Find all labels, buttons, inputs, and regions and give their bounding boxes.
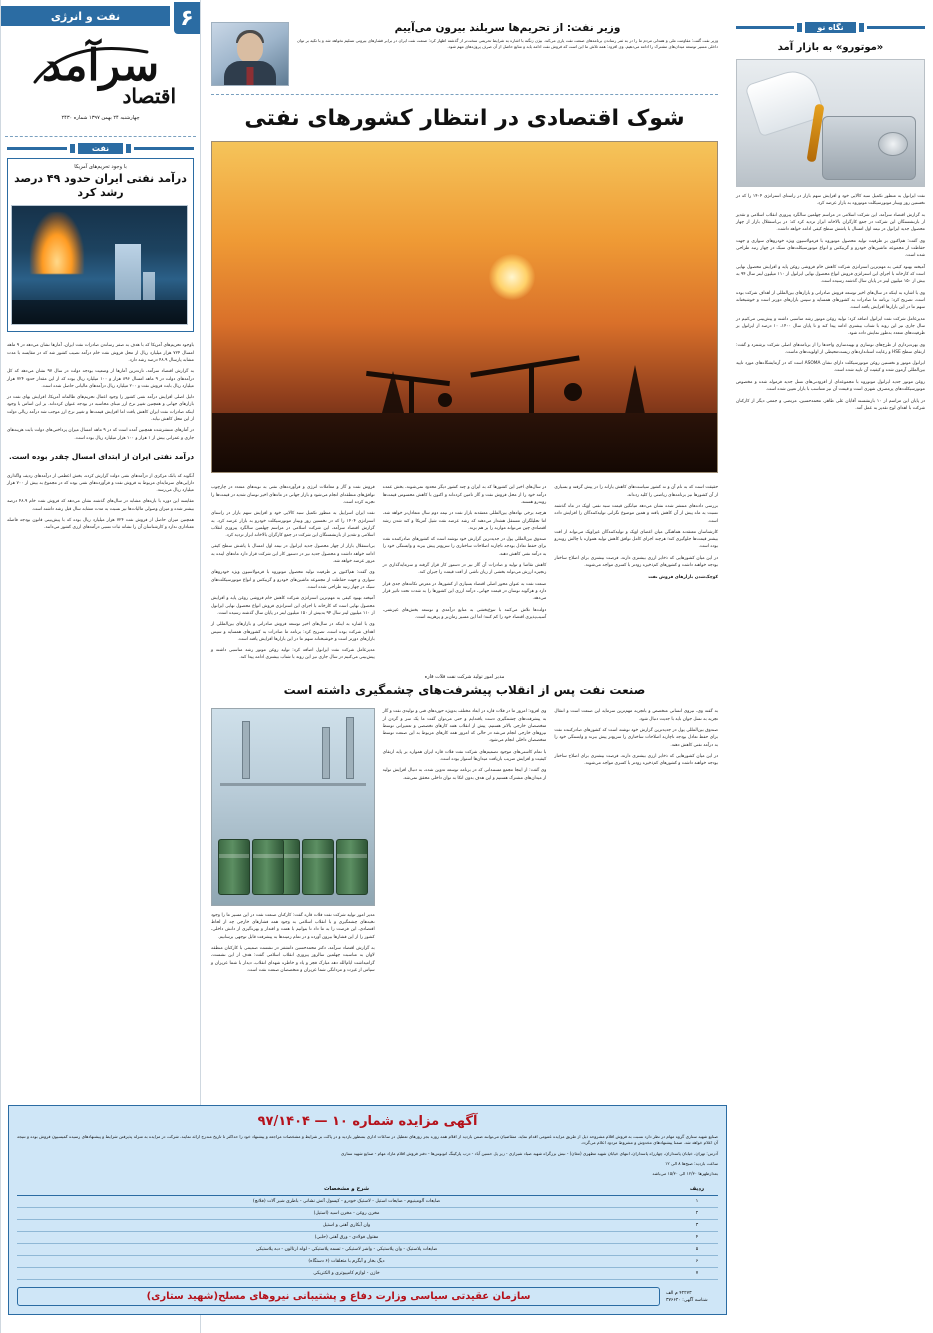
paragraph: بررسی داده‌های منتشر شده نشان می‌دهد میانگین قیمت سبد نفتی اوپک در ماه گذشته نسبت به ماه پیش از آن کاهش یافته و همین موضوع نگرانی تولیدکنندگان را افزایش داده است. — [554, 504, 719, 524]
flare-glow — [30, 212, 84, 274]
table-row — [17, 1268, 718, 1280]
cell-row-number: ۷ — [676, 1268, 718, 1280]
paragraph: مدیرعامل شرکت نفت ایرانول اضافه کرد: تولید روغن موتور رشد مناسبی داشته و پیش‌بینی می‌کنیم در سال جاری نیز این روند با شتاب بیشتری ادامه پیدا کند. — [211, 648, 375, 661]
second-story-columns — [211, 704, 718, 978]
paragraph: وی بهره‌برداری از طرح‌های نوسازی و بهینه‌سازی واحدها را از برنامه‌های اصلی شرکت برشمرد و گفت: ارتقای سطح HSE و رعایت استانداردهای زیست‌محیطی از اولویت‌های ماست. — [736, 342, 925, 355]
rail-paragraph: مقایسه این دوره با بازه‌های مشابه در سال‌های گذشته نشان می‌دهد که فروش نفت خام ۴۸.۹ درصد بیشتر شده و میزان وصولی مالیات‌ها نیز نسبت به مدت مشابه سال قبل رشد داشته است. — [7, 499, 194, 512]
paragraph: کاهش تقاضا و تولید و صادرات آن گاز نیز در دستور کار قرار گرفته و سرمایه‌گذاری در زنجیره ارزش می‌تواند بخشی از زیان ناشی از افت قیمت را جبران کند. — [382, 563, 547, 576]
second-story-byline: مدیر امور تولید شرکت نفت فلات قاره — [424, 674, 505, 681]
storage-tank — [218, 839, 250, 895]
issue-date-line: چهارشنبه ۲۴ بهمن ۱۳۹۷ شماره ۲۴۳۰ — [61, 115, 140, 121]
rail-paragraph: باوجود تحریم‌های آمریکا که با هدف به صفر رساندن صادرات نفت ایران، آمارها نشان می‌دهد در ۹ ماهه امسال ۷۲۴ هزار میلیارد ریال از محل فروش نفت خام درآمد نصیب کشور شد که در مقایسه با مدت مشابه پارسال ۴۸.۹ درصد رشد دارد. — [7, 343, 194, 363]
left-nub-b — [859, 23, 864, 32]
cell-description: ضایعات پلاستیک - وان پلاستیکی - واشر لاستیکی - تسمه پلاستیکی - لوله ارتالون - دبه پلاستیکی — [17, 1244, 676, 1256]
main-article-columns — [211, 480, 718, 666]
second-column-2 — [383, 704, 547, 978]
left-article-body — [736, 193, 925, 412]
gas-flare-photo — [11, 205, 188, 325]
paragraph: روغن موتور جدید ایرانول موتوروه با مجموعه‌ای از افزودنی‌های نسل جدید فرموله شده و مخصوص موتورسیکلت‌های پرمصرف شهری است و قیمت آن نیز متناسب با بازار تعیین شده است. — [736, 380, 925, 393]
table-row — [17, 1244, 718, 1256]
refinery-stack — [322, 727, 330, 779]
rail-paragraph: همچنین میزان حاصل از فروش نفت ۷۲۴ هزار میلیارد ریال بوده که با پیش‌بینی قانون بودجه فاصله معناداری ندارد و کارشناسان آن را نشانه ثبات نسبی درآمدهای ارزی کشور می‌دانند. — [7, 518, 194, 531]
derrick-silhouette — [624, 365, 646, 419]
cell-description: مخزن روغن - مخزن اسید (استیل) — [17, 1208, 676, 1220]
second-column-3 — [554, 704, 718, 978]
paragraph: دولت‌ها تلاش می‌کنند با تنوع‌بخشی به منابع درآمدی و توسعه بخش‌های غیرنفتی، آسیب‌پذیری اقتصاد خود را کم کنند؛ اما این مسیر زمان‌بر و پرهزینه است. — [382, 607, 547, 621]
masthead — [1, 34, 200, 132]
refinery-storage-tanks-photo — [211, 708, 375, 906]
ad-intro-text: صنایع شهید ستاری گروه مهام در نظر دارد نسبت به فروش اقلام مشروحه ذیل از طریق مزایده عمومی اقدام نماید. متقاضیان می‌توانند ضمن بازدید از اقلام همه روزه بجز روزهای تعطیل در ساعات اداری بمنظور بازدید و در پاکت بر شرایط و مشخصات مراجعه و پیشنهاد خود را حداکثر تا تاریخ مندرج ارائه نمایند. شرکت در مزایده به منزله پذیرفتن شرایط و پیشنهادهای رسیده کمیسیون فروش بوده و نتیجه آن اعلام خواهد شد. ضمنا پیشنهادهای مخدوش و مشروط مردود اعلام می‌گردد. — [17, 1133, 718, 1146]
rail-nub-left — [126, 144, 131, 153]
paragraph: وی گفت: از اینجا مجمع مستنداتی که در برنامه توسعه تدوین شده، به دنبال افزایش تولید از میدان‌های مشترک هستیم و این هدف بدون اتکا به توان داخلی محقق نمی‌شد. — [382, 768, 547, 781]
oil-minister-portrait — [211, 22, 289, 86]
ad-hours-line-1: ساعت بازدید: صبح‌ها ۸ الی ۱۲ — [665, 1161, 718, 1166]
paragraph: نفت ایران اسراییل به منظور تکمیل سبد کالایی خود و افزایش سهم بازار در راستای استراتژی ۱۴۰۴ را که در نخستین روز وبینار موتورسیکلت خودرو به بازار عرضه کرد. به گزارش اقتصاد سرآمد، این شرکت اسلامی در مراسم چهلمین سالگرد پیروزی انقلاب اسلامی و تقدیر از بازنشستگان این شرکت در جمع کارگران بالاخانه ابراز تردید کرد. — [211, 511, 375, 538]
paragraph: آمیخته بهبود کیفی به مهم‌ترین استراتژی شرکت کاهش خام فروشی روغن پایه و افزایش محصول نهایی است که کارخانه با اجرای این استراتژی فروش انواع محصول نهایی ایرانول از ۱۱۰ میلیون لیتر سال ۹۴ به‌بیش از ۱۵۰ میلیون لیتر در پایان سال گذشته رسیده است. — [211, 596, 375, 616]
paragraph: در این میان کشورهایی که ذخایر ارزی بیشتری دارند، فرصت بیشتری برای اصلاح ساختار بودجه خواهند داشت و کشورهای کم‌ذخیره زودتر با کسری مواجه می‌شوند. — [554, 556, 719, 569]
photo-ground — [212, 413, 717, 472]
left-section-header — [736, 22, 925, 33]
pumpjack-post — [529, 367, 534, 419]
second-column-1 — [211, 704, 375, 978]
rail-paragraph: دلیل اصلی افزایش درآمد نفتی کشور را وجود اعمال تحریم‌های ظالمانه آمریکا، افزایش بهای نفت در بازارهای جهانی و همچنین تغییر نرخ ارز مبنای محاسبه در بودجه عنوان کرده‌اند. بر این اساس با وجود اینکه صادرات نفت ایران کاهش یافت اما افزایش قیمت‌ها و تغییر نرخ ارز موجب شد درآمد ریالی دولت از این محل کاهش نیابد. — [7, 395, 194, 422]
ad-codes — [666, 1290, 718, 1304]
paragraph: به گفته وی، نیروی انسانی متخصص و باتجربه مهم‌ترین سرمایه این صنعت است و انتقال تجربه به نسل جوان باید با جدیت دنبال شود. — [554, 709, 719, 722]
cell-row-number: ۵ — [676, 1244, 718, 1256]
ad-hours-line-2: بعدازظهرها ۱۲/۳۰ الی ۱۵/۳۰ می‌باشد — [652, 1171, 718, 1176]
paragraph: به گزارش اقتصاد سرآمد، این شرکت اسلامی در مراسم چهلمین سالگرد پیروزی انقلاب اسلامی و تقدیر از بازنشستگان این شرکت در جمع کارگران بالاخانه ابراز تردید کرد که: در بی‌استقلال بازار از چهار محصول جدید ایرانول در نیمه اول امسال با پاشش سطح کیفی ادامه خواهد داشت. — [736, 212, 925, 233]
rail-lead-story — [7, 158, 194, 332]
article-column-2 — [383, 480, 547, 666]
paragraph: فروش نفت و گاز و معاملات انرژی و فرآورده‌های نفتی به نوبه‌های متعدد در چارچوب توافق‌های منطقه‌ای انجام می‌شود و بازار جهانی در ماه‌های اخیر نوسان شدید در قیمت‌ها را تجربه کرده است. — [211, 485, 375, 505]
refinery-stack — [242, 721, 250, 779]
paragraph: صندوق بین‌المللی پول در جدیدترین گزارش خود نوشته است که کشورهای صادرکننده نفت برای حفظ تعادل بودجه ناچارند اصلاحات ساختاری را سریع‌تر پیش ببرند و وابستگی خود را به درآمد نفتی کاهش دهند. — [382, 537, 547, 557]
cell-description: دیگ بخار و آبگرم با متعلقات (۶ دستگاه) — [17, 1256, 676, 1268]
column-header-description: شرح و مشخصات — [17, 1183, 676, 1196]
table-row — [17, 1232, 718, 1244]
storage-tank — [302, 839, 334, 895]
photo-ground — [12, 300, 187, 324]
paragraph: صندوق بین‌المللی پول در جدیدترین گزارش خود نوشته است که کشورهای صادرکننده نفت برای حفظ تعادل بودجه ناچارند اصلاحات ساختاری را سریع‌تر پیش ببرند و وابستگی خود را به درآمد نفتی کاهش دهند. — [554, 728, 719, 748]
cell-row-number: ۶ — [676, 1256, 718, 1268]
column-header-row-number: ردیف — [676, 1183, 718, 1196]
portrait-tie — [247, 67, 254, 85]
table-row — [17, 1196, 718, 1208]
rail-divider — [5, 136, 196, 137]
table-header-row — [17, 1183, 718, 1196]
left-headline: «موتورو» به بازار آمد — [777, 42, 884, 53]
section-tab-oil-energy: نفت و انرژی — [1, 6, 170, 26]
left-rule-b — [867, 26, 925, 29]
storage-tank — [336, 839, 368, 895]
paragraph: هرچند برخی نهادهای بین‌المللی معتقدند بازار نفت در نیمه دوم سال متعادل‌تر خواهد شد، اما تحلیلگران مستقل هشدار می‌دهند که رشد عرضه نفت شیل آمریکا و کند شدن رشد اقتصادی چین می‌تواند موازنه را بر هم بزند. — [382, 511, 547, 531]
paragraph: صنعت نفت به عنوان محور اصلی اقتصاد بسیاری از کشورها، در معرض تکانه‌های جدی قرار دارد و هرگونه نوسان در قیمت جهانی، درآمد ارزی این کشورها را به شدت تحت تاثیر قرار می‌دهد. — [382, 581, 547, 602]
pumpjack-silhouette — [466, 349, 586, 419]
second-story-headline: صنعت نفت پس از انقلاب پیشرفت‌های چشمگیری داشته است — [283, 683, 646, 698]
engine-oil-pouring-photo — [736, 59, 925, 187]
table-row — [17, 1220, 718, 1232]
ad-code-line-1: ۴۲۲۷۳ م الف — [666, 1290, 692, 1296]
logo-main-text: سرآمد — [41, 41, 160, 91]
ad-code-line-2: شناسه آگهی: ۳۷۶۶۲۰ — [666, 1297, 708, 1303]
paragraph: وی با اشاره به اینکه در سال‌های اخیر توسعه فروش صادراتی و بازارهای بین‌المللی از اهداف شرکت بوده است، تصریح کرد: برنامه ما صادرات به کشورهای همسایه و سپس بازارهای دورتر است و خوشبختانه سهم ما در این بازارها افزایش یافته است. — [211, 622, 375, 642]
pumpjack-beam — [470, 356, 579, 378]
inline-subhead: کوچک‌شدن بازارهای فروش نفت — [648, 574, 719, 580]
table-row — [17, 1208, 718, 1220]
second-column-1-body — [211, 912, 375, 974]
ad-footer — [17, 1287, 718, 1306]
rail-section-tag: نفت — [78, 143, 123, 154]
paragraph: با تمام کاستی‌های موجود تصمیم‌های شرکت نفت فلات قاره ایران همواره بر پایه ارتقای کیفیت و افزایش ضریب بازیافت میدان‌ها استوار بوده است. — [382, 749, 547, 762]
rail-rule-left — [134, 147, 194, 150]
left-column — [728, 0, 933, 1333]
paragraph: ایرانول موتور و نخستین روغن موتورسیکلت دارای نشان ASOMA است که در آزمایشگاه‌های مورد تایید بین‌المللی آزمون شده و کیفیت آن تایید شده است. — [736, 361, 926, 374]
paragraph: وی با اشاره به اینکه در سال‌های اخیر توسعه فروش صادراتی و بازارهای بین‌المللی از اهداف شرکت بوده است، تصریح کرد: برنامه ما صادرات به کشورهای همسایه و سپس بازارهای دورتر است و خوشبختانه سهم ما در این بازارها افزایش یافته است. — [736, 290, 925, 311]
rail-kicker: با وجود تحریم‌های آمریکا — [74, 164, 127, 170]
rail-sub-headline: درآمد نفتی ایران از ابتدای امسال چقدر بوده است. — [8, 452, 194, 462]
pumpjack-counterweight — [564, 383, 582, 401]
cell-description: وان آبکاری آهنی و استیل — [17, 1220, 676, 1232]
paragraph: آمیخته بهبود کیفی به مهم‌ترین استراتژی شرکت کاهش خام فروشی روغن پایه و افزایش محصول نهایی است که کارخانه با اجرای این استراتژی فروش انواع محصول نهایی ایرانول از ۱۱۰ میلیون لیتر سال ۹۴ به بیش از ۱۵۰ میلیون لیتر در پایان سال گذشته رسیده است. — [736, 264, 926, 285]
paragraph: مدیرعامل شرکت نفت ایرانول اضافه کرد: تولید روغن موتور رشد مناسبی داشته و پیش‌بینی می‌کنیم در سال جاری نیز این روند با شتاب بیشتری ادامه پیدا کند و تا پایان سال ۱۴۰۰، ۱۰ درصد از ایرانول بر ظرفیت‌های متعدد به‌طور نمایش داده شود. — [736, 316, 925, 336]
paragraph: کارشناسان معتقدند هماهنگی میان اعضای اوپک و تولیدکنندگان غیراوپک می‌تواند از افت بیشتر قیمت‌ها جلوگیری کند؛ هرچند اجرای کامل توافق کاهش تولید همواره با چالش روبه‌رو بوده است. — [554, 530, 719, 550]
refinery-stack — [346, 717, 354, 779]
cell-description: خازن - لوازم کامپیوتری و الکتریکی — [17, 1268, 676, 1280]
cell-row-number: ۲ — [676, 1208, 718, 1220]
refinery-pipe — [220, 783, 366, 786]
paragraph: وی گفت: هم‌اکنون بر ظرفیت تولید محصول موتوروه با فرمولاسیون ویژه خودروهای سواری و جهت حفاظت از مجموعه ماشین‌های خودرو و گریبکس و انواع موتورسیکلت‌های سبک در چهار رتبه طراحی شده است. — [736, 238, 925, 259]
cell-description: مفتول فولادی - ورق آهنی (حلبی) — [17, 1232, 676, 1244]
paragraph: در این میان کشورهایی که ذخایر ارزی بیشتری دارند، فرصت بیشتری برای اصلاح ساختار بودجه خواهند داشت و کشورهای کم‌ذخیره زودتر با کسری مواجه می‌شوند. — [554, 754, 719, 767]
rail-article-body-2 — [7, 468, 194, 536]
paragraph: مدیر امور تولید شرکت نفت فلات قاره گفت: کارکنان صنعت نفت در این مسیر ما را وجود نخبه‌های چشمگیری و با انقلاب اسلامی به وجود همه فشارهای خارجی چه از لحاظ اقتصادی، این فرصت را به ما داد تا بتوانیم با همت و اقتدار و بهره‌گیری از دانش داخلی، کشور را از این فشارها بیرون آورده و در تمام زمینه‌ها به پیشرفت قابل توجهی برسانیم. — [211, 913, 375, 940]
paragraph: حقیقت است که به نام آن و نه کشور سیاست‌های کاهش یارانه را در پیش گرفته و بسیاری از آن کشورها نیز برنامه‌های ریاضتی را کلید زده‌اند. — [554, 485, 719, 498]
auction-items-table — [17, 1183, 718, 1280]
sun-glow — [489, 254, 535, 300]
oil-pumpjack-sunset-photo — [211, 141, 718, 473]
paragraph: نفت ایرانول به منظور تکمیل سبد کالایی خود و افزایش سهم بازار در راستای استراتژی ۱۴۰۴ را که در نخستین روز وبینار موتورسیکلت موتوروه به بازار عرضه کرد. — [736, 194, 925, 207]
cell-row-number: ۴ — [676, 1232, 718, 1244]
rail-paragraph: به گزارش اقتصاد سرآمد، تازه‌ترین آمارها از وضعیت بودجه دولت در سال ۹۷ نشان می‌دهد که کل درآمدهای دولت در ۹ ماهه امسال ۸۹۶ هزار و ۱۰۰ میلیارد ریال بوده که از این مقدار حدود ۷۲۴ هزار میلیارد ریال بابت فروش نفت و ۲۰۰ میلیارد ریال درآمدهای مالیاتی حاصل شده است. — [7, 369, 194, 389]
rail-nub-right — [70, 144, 75, 153]
ad-organization-name: سازمان عقیدتی سیاسی وزارت دفاع و پشتیبانی نیروهای مسلح(شهید ستاری) — [17, 1287, 660, 1306]
cell-row-number: ۳ — [676, 1220, 718, 1232]
cell-row-number: ۱ — [676, 1196, 718, 1208]
left-nub-a — [797, 23, 802, 32]
rail-article-body — [7, 338, 194, 446]
rail-headline: درآمد نفتی ایران حدود ۴۹ درصد رشد کرد — [14, 172, 187, 199]
portrait-head — [237, 33, 263, 63]
paragraph: وی افزود: امروز ما در فلات قاره در ابعاد مختلف به‌ویژه حوزه‌های فنی و تولیدی نفت و گاز به پیشرفت‌های چشمگیری دست یافته‌ایم و حتی می‌توان گفت ما یک سر و گردن از متخصصان خارجی بالاتر هستیم. پیش از انقلاب همه کارهای تخصصی و تعمیراتی توسط نیروهای خارجی انجام می‌شد در حالی که امروز همه کارهای مربوط به این صنعت توسط متخصصان داخلی انجام می‌شود. — [382, 709, 547, 744]
auction-advertisement — [8, 1105, 727, 1315]
pumpjack-beam — [366, 371, 450, 386]
rail-paragraph: در آمارهای منتشرشده همچنین آمده است که در ۹ ماهه امسال میزان پرداختی‌های دولت بابت هزینه‌های جاری و عمرانی بیش از ۱ هزار و ۱۰۰ هزار میلیارد ریال بوده است. — [7, 428, 194, 441]
paragraph: به گزارش اقتصاد سرآمد، دکتر محمدحسین دانشفر در نشست صمیمی با کارکنان منطقه لاوان به مناسبت چهلمین سالروز پیروزی انقلاب اسلامی گفت: هدف از این نشست، گرامیداشت ایام‌الله دهه مبارک فجر و یاد و خاطره شهدای انقلاب، دیدار با شما عزیزان و سپاس از غیرت و مردانگی شما عزیزان و متخصصان صنعت نفت است. — [211, 946, 375, 973]
left-rule-a — [736, 26, 794, 29]
page-number: ۶ — [174, 2, 200, 34]
paragraph: بی‌استقلال بازار از چهار محصول جدید ایرانول در نیمه اول امسال با پاشش سطح کیفی ادامه خواهد داشت و محصول جدید نیز در دستور کار این شرکت قرار دارد ماه‌های اینده به مرور عرضه خواهد شد. — [211, 544, 375, 564]
top-story-body: وزیر نفت گفت: مقاومت ملی و همدلی مردم ما را در به ثمر رساندن برنامه‌های صنعت نفت یاری می‌کند. بیژن زنگنه با اشاره به شرایط تحریمی سخت‌تر از گذشته اظهار کرد: صنعت نفت ایران در برابر فشارهای بیرونی تسلیم نخواهد شد و با تکیه بر توان داخلی مسیر توسعه میدان‌های مشترک را ادامه می‌دهیم. وی افزود: همه تلاش ما این است که فروش نفت ادامه یابد و منابع حاصل از آن صرف پروژه‌های مهم شود. — [297, 38, 718, 50]
cell-description: ضایعات آلومینیوم - ضایعات استیل - لاستیک خودرو - کپسول آتش نشانی - باطری شیر آلات (فلانچ) — [17, 1196, 676, 1208]
table-row — [17, 1256, 718, 1268]
ad-title: آگهی مزایده شماره ۱۰ — ۹۷/۱۴۰۴ — [257, 1113, 478, 1129]
rail-paragraph: آنگونه که بانک مرکزی از درآمدهای نفتی دولت گزارش کرده، بخش اعظمی از درآمدهای ردیف واگذاری دارایی‌های سرمایه‌ای مربوط به فروش نفت و فرآورده‌های نفتی بوده که در مجموع به بیش از ۷۰۰ هزار میلیارد ریال می‌رسد. — [7, 473, 194, 493]
center-divider — [211, 94, 718, 95]
rail-rule-right — [7, 147, 67, 150]
paragraph: وی گفت: هم‌اکنون بر ظرفیت تولید محصول موتوروه با فرمولاسیون ویژه خودروهای سواری و جهت حفاظت از مجموعه ماشین‌های خودرو و گریبکس و انواع موتورسیکلت‌های سبک در چهار رتبه طراحی شده است. — [211, 570, 375, 590]
page-header-strip — [1, 0, 200, 34]
paragraph: در سال‌های اخیر این کشورها که به ایران و چند کشور دیگر محدود نمی‌شوند، بخش عمده درآمد خود را از محل فروش نفت و گاز تامین کرده‌اند و اکنون با کاهش محسوس قیمت‌ها روبه‌رو هستند. — [382, 485, 547, 505]
main-headline: شوک اقتصادی در انتظار کشورهای نفتی — [244, 106, 685, 131]
top-story-headline: وزیر نفت: از تحریم‌ها سربلند بیرون می‌آییم — [394, 22, 621, 34]
oil-filler-cap — [878, 132, 908, 156]
left-section-tag: نگاه نو — [805, 22, 855, 33]
pumpjack-counterweight — [438, 393, 452, 407]
top-story — [201, 0, 728, 86]
pumpjack-silhouette — [364, 363, 454, 419]
storage-tank — [252, 839, 284, 895]
paragraph: در پایان این مراسم از ۱۰ بازنشسته آقایان علی طاهر، محمدحسین، مرتضی و جمعی دیگر از کارکنان شرکت با اهدای لوح تقدیر به عمل آمد. — [736, 398, 925, 411]
ad-address: آدرس: تهران، خیابان پاسداران، چهارراه پاسداران، انتهای خیابان شهید مطهری (مغان) - نبش بزرگراه شهید صیاد شیرازی - زیر پل حسین آباد - درب پارکینگ اتوبوس‌ها - دفتر فروش اقلام مازاد مهام - صنایع شهید ستاری — [341, 1151, 718, 1156]
logo-sub-text: اقتصاد — [122, 84, 176, 108]
top-story-text-wrap — [297, 22, 718, 51]
article-column-3 — [554, 480, 718, 666]
logo — [7, 36, 194, 114]
article-column-1 — [211, 480, 375, 666]
rail-section-header — [7, 143, 194, 154]
